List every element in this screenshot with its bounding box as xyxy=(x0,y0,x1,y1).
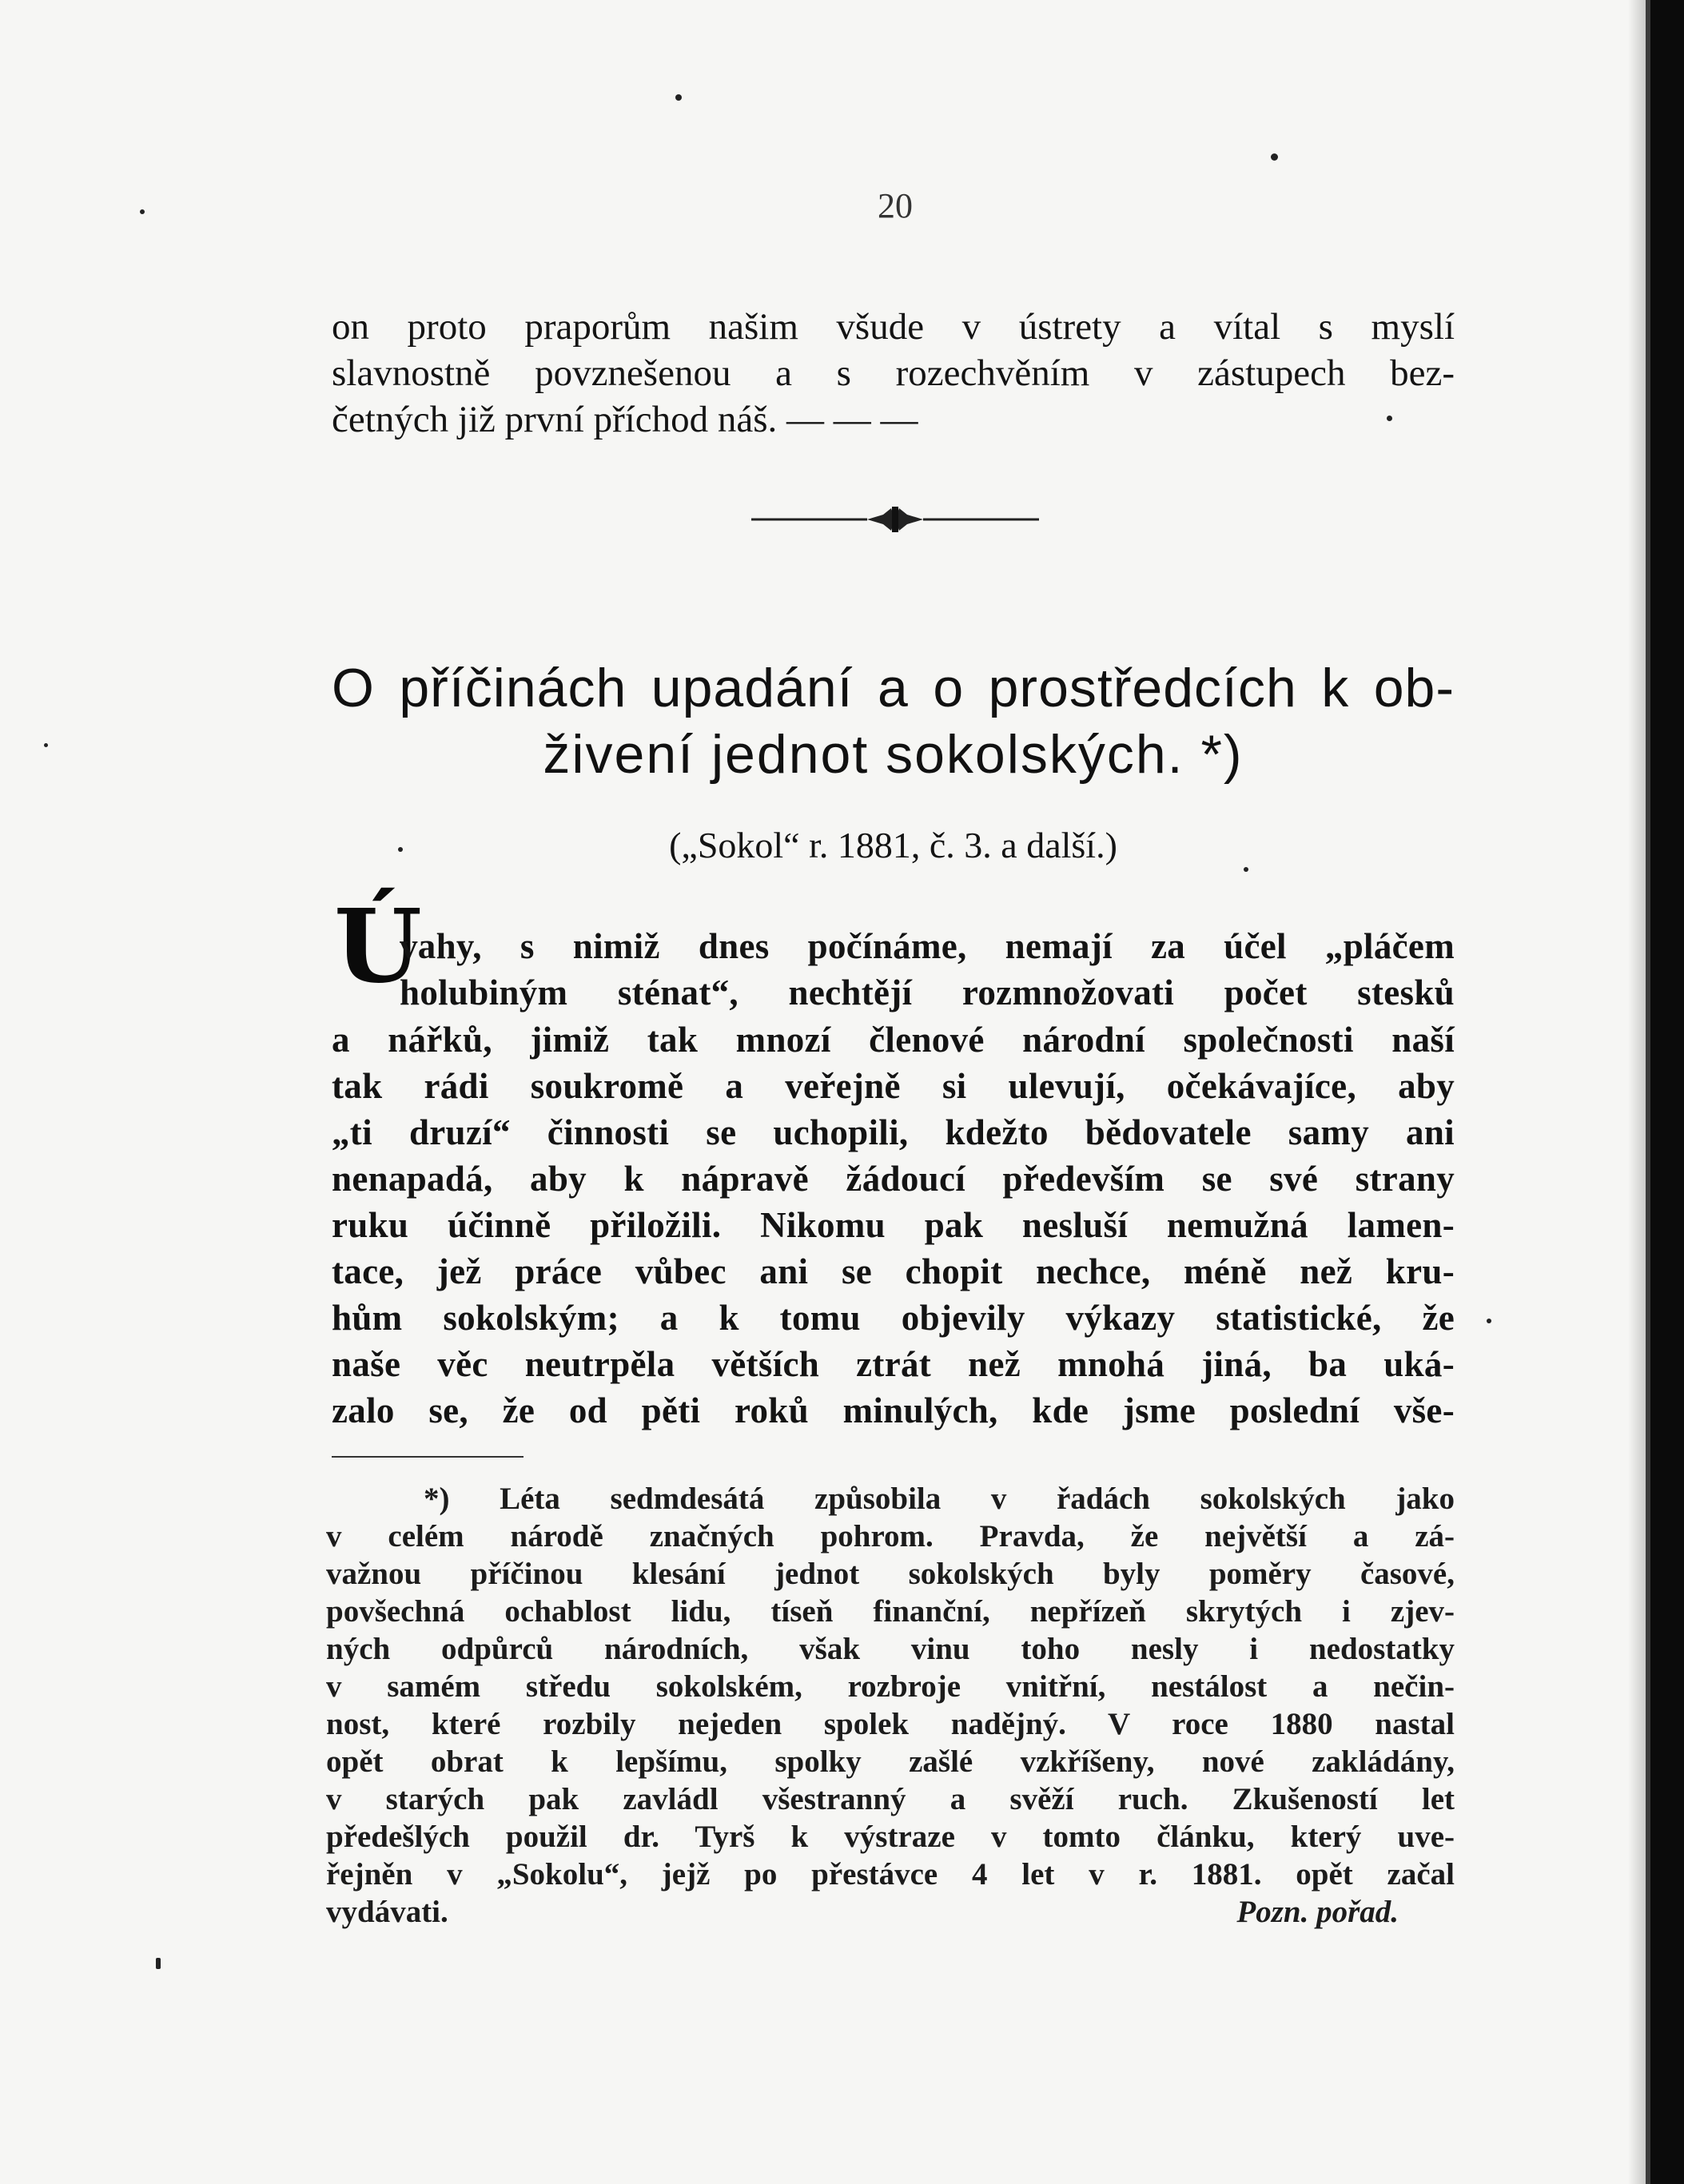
scan-speck xyxy=(675,94,682,101)
body-line-5: „ti druzí“ činnosti se uchopili, kdežto bědovatele samy ani xyxy=(332,1112,1455,1152)
footnote-line-2: v celém národě značných pohrom. Pravda, že největší a zá- xyxy=(326,1519,1455,1553)
scan-speck xyxy=(44,743,48,747)
scan-speck xyxy=(1387,416,1392,421)
body-line-10: naše věc neutrpěla větších ztrát než mnohá jiná, ba uká- xyxy=(332,1344,1455,1384)
scan-speck xyxy=(1271,153,1278,161)
footnote-line-10: předešlých použil dr. Tyrš k výstraze v tomto článku, který uve- xyxy=(326,1820,1455,1854)
decorative-initial: Ú xyxy=(334,887,422,1005)
footnote-line-3: važnou příčinou klesání jednot sokolských byly poměry časové, xyxy=(326,1557,1455,1591)
scan-speck xyxy=(1244,867,1248,872)
body-line-2: holubiným sténat“, nechtějí rozmnožovati počet stesků xyxy=(400,973,1455,1012)
body-line-7: ruku účinně přiložili. Nikomu pak nesluší nemužná lamen- xyxy=(332,1205,1455,1245)
top-paragraph-line-2: slavnostně povznešenou a s rozechvěním v zástupech bez- xyxy=(332,352,1455,394)
footnote-rule xyxy=(332,1456,524,1458)
footnote-line-9: v starých pak zavládl všestranný a svěží ruch. Zkušeností let xyxy=(326,1782,1455,1816)
page-number: 20 xyxy=(878,186,913,225)
footnote-line-4: povšechná ochablost lidu, tíseň finanční, nepřízeň skrytých i zjev- xyxy=(326,1594,1455,1629)
body-line-6: nenapadá, aby k nápravě žádoucí především se své strany xyxy=(332,1159,1455,1199)
body-line-9: hům sokolským; a k tomu objevily výkazy statistické, že xyxy=(332,1298,1455,1338)
scan-edge-shadow xyxy=(1628,0,1646,2184)
body-line-1: vahy, s nimiž dnes počínáme, nemají za účel „pláčem xyxy=(400,926,1455,966)
scan-speck xyxy=(398,847,403,852)
body-line-8: tace, jež práce vůbec ani se chopit nechce, méně než kru- xyxy=(332,1251,1455,1291)
footnote-line-5: ných odpůrců národních, však vinu toho nesly i nedostatky xyxy=(326,1632,1455,1666)
article-heading-line-1: O příčinách upadání a o prostředcích k ob- xyxy=(332,658,1455,718)
footnote-line-8: opět obrat k lepšímu, spolky zašlé vzkříšeny, nové zakládány, xyxy=(326,1744,1455,1779)
body-line-3: a nářků, jimiž tak mnozí členové národní společnosti naší xyxy=(332,1020,1455,1060)
top-paragraph-line-1: on proto praporům našim všude v ústrety a vítal s myslí xyxy=(332,306,1455,348)
footnote-line-1: *) Léta sedmdesátá způsobila v řadách sokolských jako xyxy=(424,1482,1455,1516)
scan-speck xyxy=(1487,1319,1491,1323)
scan-edge-border xyxy=(1650,0,1684,2184)
footnote-line-6: v samém středu sokolském, rozbroje vnitřní, nestálost a nečin- xyxy=(326,1669,1455,1704)
footnote-last-line xyxy=(326,1893,1455,1931)
footnote-line-7: nost, které rozbily nejeden spolek nadějný. V roce 1880 nastal xyxy=(326,1707,1455,1741)
article-heading-line-2: živení jednot sokolských. *) xyxy=(543,724,1244,785)
source-note: („Sokol“ r. 1881, č. 3. a další.) xyxy=(669,825,1117,865)
body-line-11: zalo se, že od pěti roků minulých, kde jsme poslední vše- xyxy=(332,1390,1455,1430)
scan-speck xyxy=(140,209,145,214)
footnote-last-text: vydávati. xyxy=(326,1895,448,1929)
body-line-4: tak rádi soukromě a veřejně si ulevují, očekávajíce, aby xyxy=(332,1066,1455,1106)
footnote-line-11: řejněn v „Sokolu“, jejž po přestávce 4 let v r. 1881. opět začal xyxy=(326,1857,1455,1892)
footnote-signature: Pozn. pořad. xyxy=(1236,1895,1399,1929)
top-paragraph-line-3: četných již první příchod náš. — — — xyxy=(332,399,918,440)
scan-speck xyxy=(156,1958,161,1969)
separator-ornament-icon xyxy=(751,503,1039,535)
